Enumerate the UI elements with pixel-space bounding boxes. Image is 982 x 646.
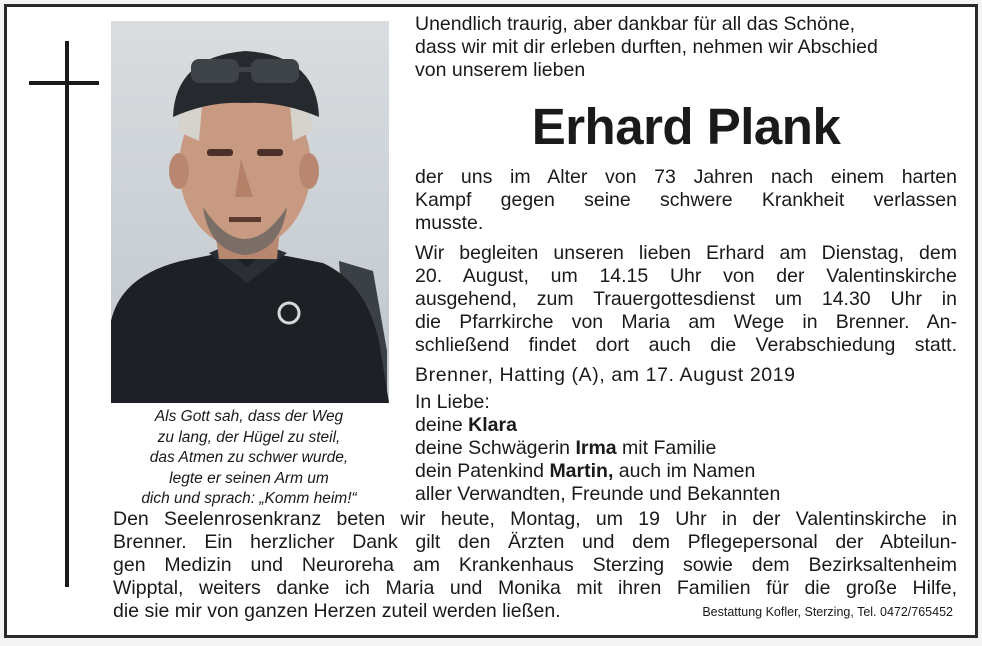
thanks-line: gen Medizin und Neuroreha am Krankenhaus Sterzing sowie dem Bezirksaltenheim	[113, 554, 957, 576]
intro-line: Unendlich traurig, aber dankbar für all das Schöne,	[415, 13, 856, 35]
funeral-home-credit: Bestattung Kofler, Sterzing, Tel. 0472/765452	[702, 605, 953, 619]
funeral-line: Wir begleiten unseren lieben Erhard am Dienstag, dem	[415, 242, 957, 264]
thanks-line: Wipptal, weiters danke ich Maria und Monika mit ihren Familien für die große Hilfe,	[113, 577, 957, 599]
funeral-line: ausgehend, zum Trauergottesdienst um 14.30 Uhr in	[415, 288, 957, 310]
poem-line: das Atmen zu schwer wurde,	[149, 449, 349, 466]
mourner-line: deine Klara	[415, 414, 517, 436]
intro-line: von unserem lieben	[415, 59, 586, 81]
age-line: der uns im Alter von 73 Jahren nach einem harten	[415, 166, 957, 188]
obituary-notice	[4, 4, 978, 638]
mourner-line: deine Schwägerin Irma mit Familie	[415, 437, 717, 459]
in-love-heading: In Liebe:	[415, 391, 490, 413]
cross-icon	[65, 41, 69, 587]
poem-line: legte er seinen Arm um	[169, 469, 329, 487]
age-line: Kampf gegen seine schwere Krankheit verlassen	[415, 189, 957, 211]
portrait-photo	[111, 21, 389, 403]
thanks-line: Den Seelenrosenkranz beten wir heute, Montag, um 19 Uhr in der Valentinskirche in	[113, 508, 957, 530]
cross-icon-bar	[29, 81, 99, 85]
poem-line: Als Gott sah, dass der Weg	[154, 408, 344, 425]
mourner-line: dein Patenkind Martin, auch im Namen	[415, 460, 756, 482]
funeral-line: die Pfarrkirche von Maria am Wege in Brenner. An-	[415, 311, 957, 333]
age-line: musste.	[415, 212, 484, 234]
mourner-line: aller Verwandten, Freunde und Bekannten	[415, 483, 781, 505]
thanks-line: Brenner. Ein herzlicher Dank gilt den Ärzten und dem Pflegepersonal der Abteilun-	[113, 531, 957, 553]
thanks-line: die sie mir von ganzen Herzen zuteil werden ließen.	[113, 600, 561, 622]
intro-line: dass wir mit dir erleben durften, nehmen wir Abschied	[415, 36, 878, 58]
funeral-line: schließend findet dort auch die Verabschiedung statt.	[415, 334, 957, 356]
funeral-line: 20. August, um 14.15 Uhr von der Valentinskirche	[415, 265, 957, 287]
deceased-name: Erhard Plank	[531, 98, 841, 155]
place-date: Brenner, Hatting (A), am 17. August 2019	[415, 364, 796, 386]
poem-line: dich und sprach: „Komm heim!“	[141, 490, 357, 507]
poem-line: zu lang, der Hügel zu steil,	[157, 428, 341, 446]
poem	[113, 407, 385, 510]
